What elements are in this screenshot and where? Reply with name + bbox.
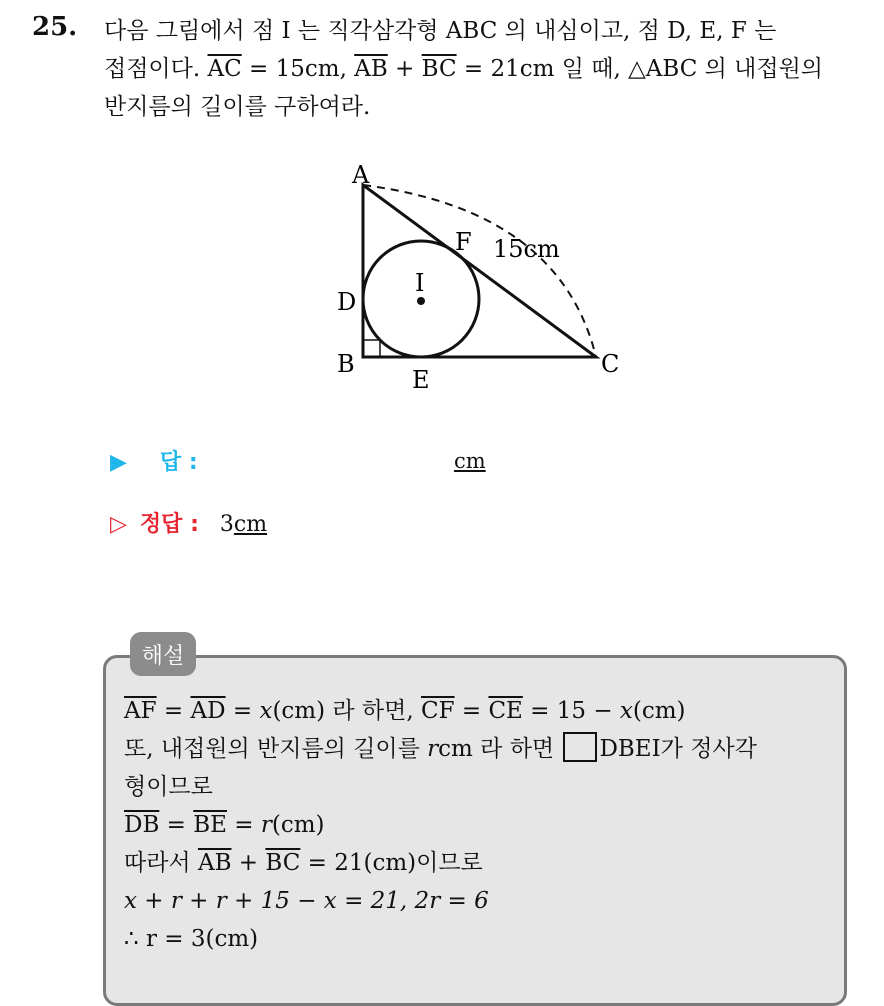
segment-ab: $\overline{AB}$ bbox=[197, 850, 232, 876]
correct-value: 3 bbox=[219, 512, 234, 537]
segment-bc: $\overline{BC}$ bbox=[421, 56, 457, 82]
text-segment: + bbox=[231, 850, 266, 876]
solution-text bbox=[124, 692, 829, 958]
segment-ad: $\overline{AD}$ bbox=[190, 698, 226, 724]
text-segment: = 15 − bbox=[522, 698, 620, 724]
triangle-figure bbox=[300, 150, 640, 400]
text-segment: (cm) bbox=[632, 698, 686, 724]
solution-line-6: x + r + r + 15 − x = 21, 2r = 6 bbox=[124, 888, 489, 914]
solution-line-5 bbox=[124, 844, 829, 882]
incenter-dot bbox=[417, 297, 425, 305]
segment-db: $\overline{DB}$ bbox=[124, 812, 160, 838]
text-segment: = bbox=[159, 812, 194, 838]
answer-row bbox=[110, 445, 198, 476]
solution-line-1 bbox=[124, 692, 829, 730]
answer-arrow-icon: ▶ bbox=[110, 450, 127, 475]
text-segment: 접점이다. bbox=[104, 56, 208, 82]
text-segment: 또, 내접원의 반지름의 길이를 bbox=[124, 736, 428, 762]
answer-unit: cm bbox=[454, 449, 486, 473]
right-angle-mark bbox=[363, 340, 380, 357]
question-line-1: 다음 그림에서 점 I 는 직각삼각형 ABC 의 내심이고, 점 D, E, F 는 bbox=[104, 18, 777, 44]
solution-tag: 해설 bbox=[130, 632, 196, 676]
solution-line-4 bbox=[124, 806, 829, 844]
label-f: F bbox=[455, 228, 472, 256]
text-segment: + bbox=[387, 56, 422, 82]
answer-label: 답 : bbox=[159, 450, 198, 475]
label-d: D bbox=[337, 288, 357, 316]
square-icon bbox=[563, 732, 597, 762]
correct-label: 정답 : bbox=[139, 512, 199, 537]
segment-ac: $\overline{AC}$ bbox=[207, 56, 242, 82]
triangle-abc bbox=[363, 185, 596, 357]
correct-unit: cm bbox=[233, 512, 268, 537]
label-e: E bbox=[412, 366, 430, 394]
correct-answer-row bbox=[110, 507, 267, 538]
question-line-3: 반지름의 길이를 구하여라. bbox=[104, 94, 371, 120]
question-number: 25. bbox=[32, 12, 78, 42]
var-r: r bbox=[427, 736, 439, 762]
text-segment: cm 라 하면 bbox=[438, 736, 562, 762]
segment-ce: $\overline{CE}$ bbox=[488, 698, 523, 724]
text-segment: = bbox=[225, 698, 260, 724]
label-length: 15cm bbox=[493, 235, 560, 263]
label-i: I bbox=[415, 269, 425, 297]
question-text bbox=[104, 12, 864, 126]
text-segment: = bbox=[226, 812, 261, 838]
var-x: x bbox=[619, 698, 633, 724]
text-segment: = 21cm 일 때, △ABC 의 내접원의 bbox=[456, 56, 824, 82]
label-c: C bbox=[601, 350, 620, 378]
segment-af: $\overline{AF}$ bbox=[124, 698, 157, 724]
text-segment: = 21(cm)이므로 bbox=[300, 850, 483, 876]
text-segment: (cm) 라 하면, bbox=[272, 698, 421, 724]
text-segment: = 15cm, bbox=[241, 56, 355, 82]
solution-line-2 bbox=[124, 730, 829, 768]
label-a: A bbox=[352, 161, 370, 189]
solution-line-3: 형이므로 bbox=[124, 774, 213, 800]
question-line-2 bbox=[104, 50, 864, 88]
var-x: x bbox=[259, 698, 273, 724]
segment-be: $\overline{BE}$ bbox=[193, 812, 227, 838]
label-b: B bbox=[337, 350, 355, 378]
segment-cf: $\overline{CF}$ bbox=[420, 698, 455, 724]
text-segment: = bbox=[156, 698, 191, 724]
segment-bc: $\overline{BC}$ bbox=[265, 850, 301, 876]
text-segment: (cm) bbox=[271, 812, 325, 838]
segment-ab: $\overline{AB}$ bbox=[354, 56, 388, 82]
text-segment: 따라서 bbox=[124, 850, 198, 876]
var-r: r bbox=[260, 812, 272, 838]
correct-arrow-icon: ▷ bbox=[110, 512, 127, 537]
solution-line-7: ∴ r = 3(cm) bbox=[124, 926, 259, 952]
text-segment: = bbox=[454, 698, 489, 724]
text-segment: DBEI가 정사각 bbox=[599, 736, 757, 762]
